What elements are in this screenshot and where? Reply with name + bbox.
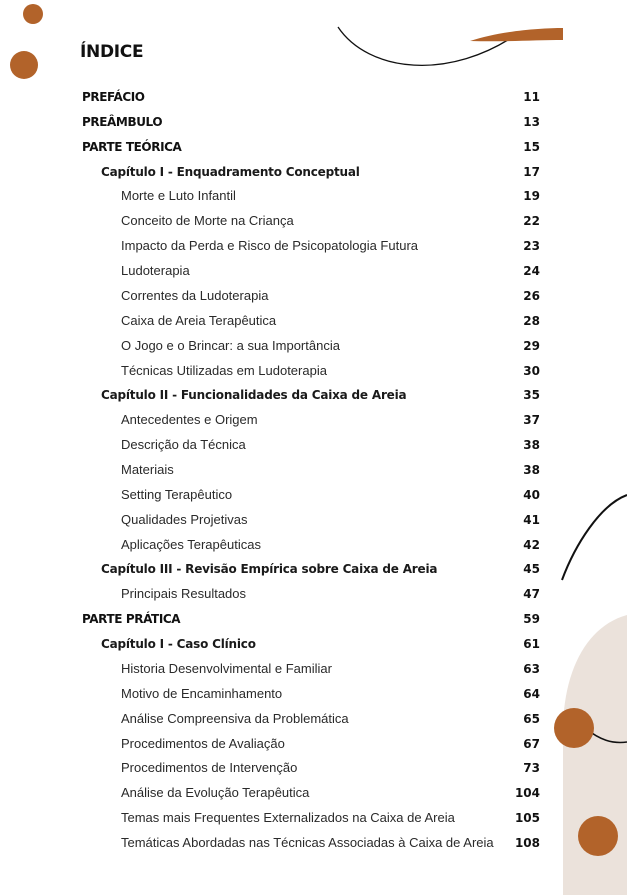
toc-entry-page: 47 [523,587,540,602]
toc-entry[interactable] [0,236,540,256]
toc-entry-page: 104 [514,786,540,801]
toc-entry[interactable] [0,261,540,281]
toc-entry-page: 65 [523,711,540,726]
toc-entry-page: 35 [523,388,540,403]
toc-entry[interactable] [0,385,540,405]
toc-entry-label: Motivo de Encaminhamento [121,685,283,701]
toc-entry-page: 40 [523,487,540,502]
toc-entry-page: 41 [523,512,540,527]
toc-entry-page: 108 [514,836,540,850]
toc-entry[interactable] [0,510,540,530]
toc-entry[interactable] [0,584,540,604]
toc-entry-label: Capítulo I - Caso Clínico [101,637,256,652]
toc-entry-label: Análise Compreensiva da Problemática [121,710,349,726]
toc-entry-page: 38 [523,438,540,453]
toc-entry-label: Principais Resultados [121,586,247,602]
toc-entry-label: Descrição da Técnica [121,437,246,453]
toc-entry-page: 17 [523,164,540,179]
toc-entry[interactable] [0,634,540,654]
toc-entry-label: Setting Terapêutico [121,486,233,502]
toc-entry-page: 23 [523,239,540,254]
toc-entry[interactable] [0,435,540,455]
toc-entry-label: Temáticas Abordadas nas Técnicas Associadas à Caixa de Areia [121,835,494,850]
toc-entry-label: Aplicações Terapêuticas [121,536,261,552]
toc-entry-page: 29 [523,338,540,353]
toc-entry-page: 11 [523,90,540,104]
toc-title: ÍNDICE [80,42,144,62]
toc-entry[interactable] [0,361,540,381]
toc-entry-label: Historia Desenvolvimental e Familiar [121,660,332,676]
toc-entry[interactable] [0,535,540,555]
toc-entry-page: 73 [523,761,540,776]
toc-entry-page: 63 [523,661,540,676]
toc-entry-page: 42 [523,537,540,552]
toc-entry[interactable] [0,311,540,331]
toc-entry[interactable] [0,783,540,803]
toc-entry[interactable] [0,286,540,306]
toc-entry[interactable] [0,112,540,132]
toc-entry[interactable] [0,485,540,505]
toc-entry-page: 61 [523,637,540,652]
toc-entry[interactable] [0,211,540,231]
toc-entry-label: Capítulo III - Revisão Empírica sobre Caixa de Areia [101,562,438,577]
toc-entry-label: Qualidades Projetivas [121,511,248,527]
toc-entry[interactable] [0,609,540,629]
toc-entry-label: Materiais [121,462,174,477]
toc-entry-label: Procedimentos de Intervenção [121,760,298,776]
toc-entry-label: PREFÁCIO [82,90,145,104]
toc-entry-page: 45 [523,562,540,577]
toc-entry-label: Correntes da Ludoterapia [121,287,269,303]
toc-entry-page: 28 [523,313,540,328]
toc-entry[interactable] [0,460,540,480]
toc-entry-label: PARTE PRÁTICA [82,612,181,627]
toc-entry[interactable] [0,808,540,828]
toc-entry-label: Antecedentes e Origem [121,412,258,428]
toc-entry-label: Capítulo II - Funcionalidades da Caixa de Areia [101,388,407,403]
toc-entry[interactable] [0,559,540,579]
toc-entry-label: PARTE TEÓRICA [82,139,182,154]
toc-entry-label: Conceito de Morte na Criança [121,213,294,229]
toc-entry-label: Morte e Luto Infantil [121,188,236,204]
toc-entry[interactable] [0,833,540,853]
toc-entry[interactable] [0,659,540,679]
toc-entry-label: Análise da Evolução Terapêutica [121,785,310,801]
toc-entry-label: Ludoterapia [121,263,190,279]
toc-entry[interactable] [0,709,540,729]
toc-entry-page: 19 [523,189,540,204]
toc-entry-label: Procedimentos de Avaliação [121,735,285,751]
toc-entry-page: 13 [523,114,540,129]
toc-entry-page: 38 [523,463,540,477]
toc-entry[interactable] [0,410,540,430]
toc-entry-label: Técnicas Utilizadas em Ludoterapia [121,362,327,378]
toc-entry-label: Capítulo I - Enquadramento Conceptual [101,164,360,179]
toc-entry[interactable] [0,186,540,206]
toc-entry-page: 24 [523,264,540,279]
toc-entry-page: 26 [523,288,540,303]
toc-entry[interactable] [0,162,540,182]
toc-entry-page: 105 [514,811,540,826]
toc-entry-page: 67 [523,736,540,751]
toc-entry[interactable] [0,684,540,704]
toc-entry-page: 37 [523,413,540,428]
toc-entry[interactable] [0,87,540,107]
toc-entry[interactable] [0,336,540,356]
toc-entry-label: O Jogo e o Brincar: a sua Importância [121,337,340,353]
toc-entry-page: 30 [523,363,540,378]
toc-entry-page: 15 [523,139,540,154]
toc-entry-label: PREÂMBULO [82,114,163,129]
toc-entry-page: 22 [523,214,540,229]
toc-entry-label: Temas mais Frequentes Externalizados na Caixa de Areia [121,810,455,826]
toc-entry[interactable] [0,758,540,778]
toc-entry-page: 59 [523,612,540,627]
toc-entry-label: Impacto da Perda e Risco de Psicopatologia Futura [121,238,419,254]
toc-entry-label: Caixa de Areia Terapêutica [121,312,277,328]
toc-entry[interactable] [0,734,540,754]
toc-entry[interactable] [0,137,540,157]
toc-entry-page: 64 [523,686,540,701]
